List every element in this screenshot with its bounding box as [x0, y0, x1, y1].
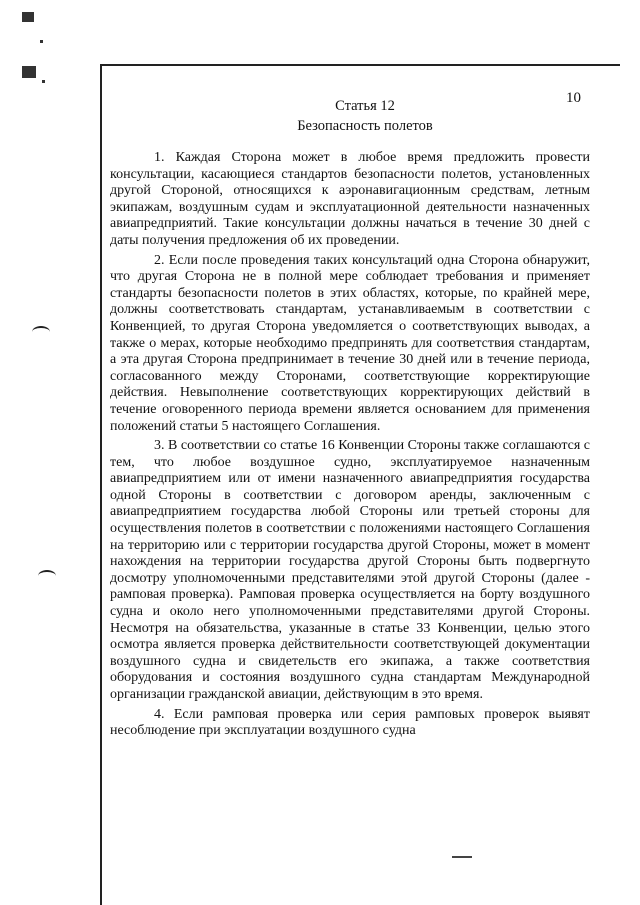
paragraph-1: 1. Каждая Сторона может в любое время предложить провести консультации, касающиеся стандартов безопасности полетов, установленных другой Стороной, относящихся к аэронавигационным средствам, летным экипажам, воздушным судам и эксплуатационной деятельности назначенных авиапредприятий. Такие консультации должны начаться в течение 30 дней с даты получения предложения об их проведении.: [110, 150, 590, 248]
article-title: Статья 12: [335, 98, 395, 114]
scan-mark-small: [40, 40, 43, 43]
scan-mark-top: [22, 12, 34, 22]
paragraph-2: 2. Если после проведения таких консультаций одна Сторона обнаружит, что другая Сторона не в полной мере соблюдает требования и применяет стандарты безопасности полетов в этих областях, которые, по крайней мере, должны соответствовать стандартам, устанавливаемым в соответствии с Конвенцией, то другая Сторона уведомляется о соответствующих выводах, а также о мерах, которые необходимо предпринять для соответствия стандартам, а эта другая Сторона предпринимает в течение 30 дней или в течение периода, согласованного между Сторонами, соответствующие корректирующие действия. Невыполнение соответствующих корректирующих действий в течение оговоренного периода времени является основанием для применения положений статьи 5 настоящего Соглашения.: [110, 252, 590, 434]
bottom-scan-dash: [452, 856, 472, 858]
paragraph-3: 3. В соответствии со статье 16 Конвенции Стороны также соглашаются с тем, что любое воздушное судно, эксплуатируемое назначенным авиапредприятием или от имени назначенного авиапредприятия государства одной Стороны в соответствии с договором аренды, заключенным с авиапредприятием государства любой Стороны или третьей стороны для осуществления полетов в соответствии с положениями настоящего Соглашения на территорию или с территории государства другой Стороны, может в момент нахождения на территории государства другой Стороны быть подвергнуто досмотру уполномоченными представителями этой другой Стороны (далее - рамповая проверка). Рамповая проверка осуществляется на борту воздушного судна и около него уполномоченными представителями другой Стороны. Несмотря на обязательства, указанные в статье 33 Конвенции, целью этого осмотра является проверка действительности соответствующей документации воздушного судна и свидетельств его экипажа, а также соответствия оборудования и состояния воздушного судна стандартам Международной организации гражданской авиации, действующим в это время.: [110, 438, 590, 702]
scan-mark-dot: [42, 80, 45, 83]
article-subtitle: Безопасность полетов: [297, 118, 433, 134]
scan-arc-mark-lower: [38, 570, 56, 582]
article-body: [110, 150, 590, 740]
scan-mark-second: [22, 66, 36, 78]
paragraph-4: 4. Если рамповая проверка или серия рамповых проверок выявят несоблюдение при эксплуатации воздушного судна: [110, 706, 590, 739]
scan-arc-mark-upper: [32, 326, 50, 338]
page-number: 10: [566, 90, 581, 106]
